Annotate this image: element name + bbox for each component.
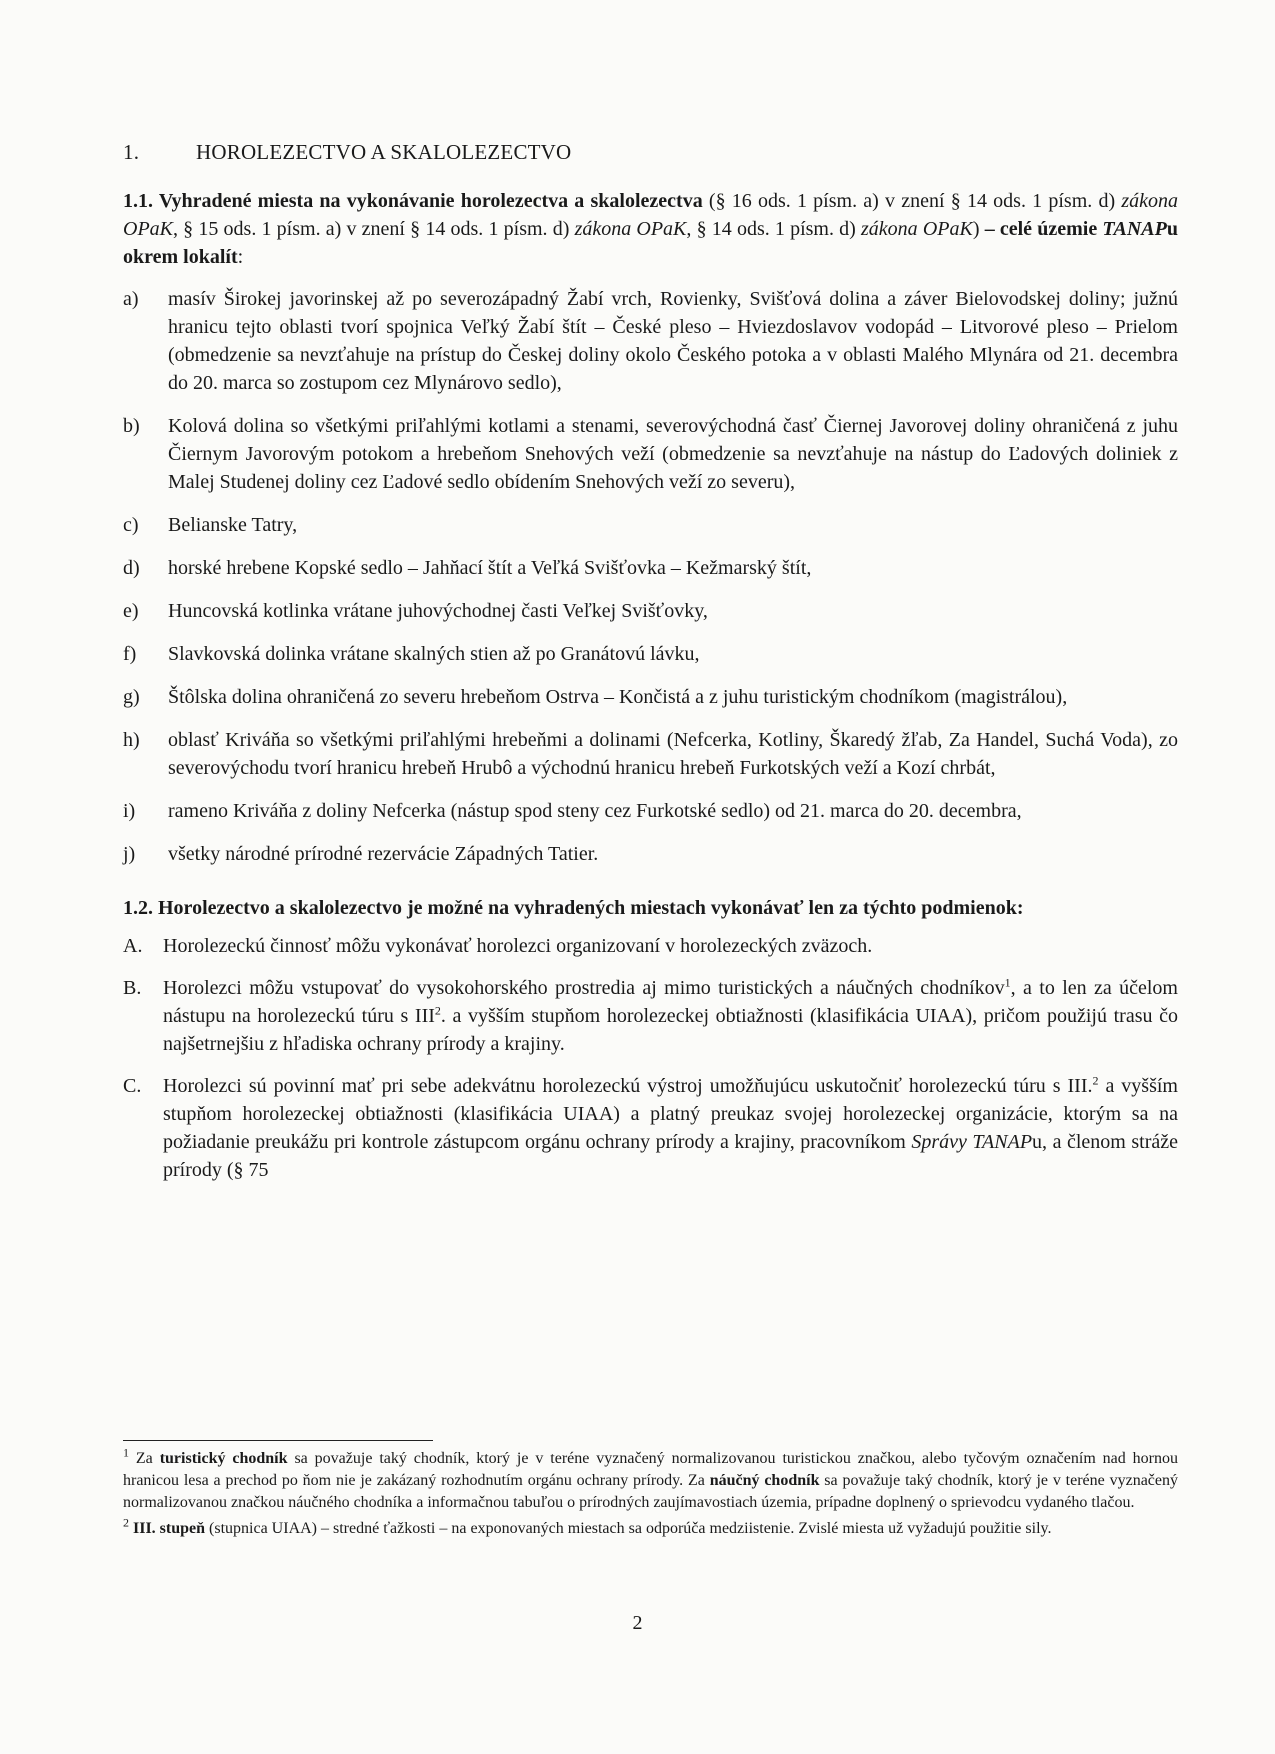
- text-run: sa považuje taký chodník, ktorý je v teréne vyznačený normalizovanou značkou náučného chodníka a informačnou tabuľou o prírodných zaujímavostiach územia, prípadne doplnený o sprievodcu vydaného tlačou.: [123, 1472, 1179, 1511]
- text-run: , a to len za účelom nástupu na horolezeckú túru s III: [163, 977, 1178, 1027]
- condition-item: [123, 932, 1178, 960]
- item-label: B.: [123, 977, 142, 999]
- section-1-1-intro: [123, 187, 1178, 271]
- list-item: [123, 797, 1178, 825]
- locality-list: [123, 285, 1178, 868]
- item-label: j): [123, 843, 136, 865]
- item-label: h): [123, 729, 140, 751]
- law-reference: (§ 16 ods. 1 písm. a) v znení § 14 ods. 1 písm. d): [702, 190, 1122, 212]
- section-1-2-title: 1.2. Horolezectvo a skalolezectvo je možné na vyhradených miestach vykonávať len za týchto podmienok:: [123, 897, 1024, 919]
- item-text: Slavkovská dolinka vrátane skalných stien až po Granátovú lávku,: [168, 643, 700, 665]
- text-run: . a vyšším stupňom horolezeckej obtiažnosti (klasifikácia UIAA), pričom použijú trasu čo najšetrnejšiu z hľadiska ochrany prírody a krajiny.: [163, 1005, 1178, 1055]
- item-label: b): [123, 415, 140, 437]
- colon: :: [237, 246, 244, 268]
- term: náučný chodník: [709, 1472, 820, 1489]
- list-item: [123, 597, 1178, 625]
- section-1-1-title: 1.1. Vyhradené miesta na vykonávanie horolezectva a skalolezectva: [123, 190, 703, 212]
- item-text: horské hrebene Kopské sedlo – Jahňací štít a Veľká Svišťovka – Kežmarský štít,: [168, 557, 812, 579]
- item-text: rameno Kriváňa z doliny Nefcerka (nástup spod steny cez Furkotské sedlo) od 21. marca do 20. decembra,: [168, 800, 1022, 822]
- footnote-ref: 2: [1092, 1073, 1099, 1088]
- law-reference: ): [972, 218, 980, 240]
- item-label: i): [123, 800, 136, 822]
- list-item: [123, 640, 1178, 668]
- item-text: všetky národné prírodné rezervácie Západných Tatier.: [168, 843, 599, 865]
- item-text: Štôlska dolina ohraničená zo severu hrebeňom Ostrva – Končistá a z juhu turistickým chodníkom (magistrálou),: [168, 686, 1068, 708]
- item-label: d): [123, 557, 140, 579]
- footnote-number: 2: [123, 1515, 129, 1530]
- park-abbrev: TANAP: [1102, 218, 1167, 240]
- footnote-separator: [123, 1440, 433, 1441]
- footnote-2: [123, 1515, 1178, 1540]
- item-label: C.: [123, 1075, 142, 1097]
- law-name: zákona OPaK: [861, 218, 973, 240]
- law-reference: , § 14 ods. 1 písm. d): [686, 218, 861, 240]
- footnote-ref: 2: [434, 1003, 441, 1018]
- page-content: [123, 140, 1178, 1198]
- organization-name: Správy TANAP: [911, 1131, 1033, 1153]
- page-number: 2: [632, 1612, 643, 1634]
- item-text: masív Širokej javorinskej až po severozápadný Žabí vrch, Rovienky, Svišťová dolina a záver Bielovodskej doliny; južnú hranicu tejto oblasti tvorí spojnica Veľký Žabí štít – České pleso – Hviezdoslavov vodopád – Litvorové pleso – Prielom (obmedzenie sa nevzťahuje na prístup do Českej doliny okolo Českého potoka a v oblasti Malého Mlynára od 21. decembra do 20. marca so zostupom cez Mlynárovo sedlo),: [168, 288, 1178, 394]
- item-label: g): [123, 686, 140, 708]
- term: III. stupeň: [129, 1520, 206, 1537]
- condition-item: [123, 1072, 1178, 1184]
- text-run: sa považuje taký chodník, ktorý je v teréne vyznačený normalizovanou turistickou značkou, alebo tyčovým označením nad hornou hranicou lesa a prechod po ňom nie je zakázaný rozhodnutím orgánu ochrany prírody. Za: [123, 1450, 1179, 1489]
- item-text: oblasť Kriváňa so všetkými priľahlými hrebeňmi a dolinami (Nefcerka, Kotliny, Škaredý žľab, Za Handel, Suchá Voda), zo severovýchodu tvorí hranicu hrebeň Hrubô a východnú hranicu hrebeň Furkotských veží a Kozí chrbát,: [168, 729, 1178, 779]
- item-label: a): [123, 288, 139, 310]
- list-item: [123, 285, 1178, 397]
- chapter-number: 1.: [123, 140, 140, 164]
- law-name: zákona OPaK: [574, 218, 687, 240]
- item-label: e): [123, 600, 139, 622]
- text-run: a vyšším stupňom horolezeckej obtiažnosti (klasifikácia UIAA) a platný preukaz svojej horolezeckej organizácie, ktorým sa na požiadanie preukážu pri kontrole zástupcom orgánu ochrany prírody a krajiny, pracovníkom: [163, 1075, 1178, 1153]
- list-item: [123, 726, 1178, 782]
- item-text: Horolezeckú činnosť môžu vykonávať horolezci organizovaní v horolezeckých zväzoch.: [163, 935, 873, 957]
- item-text: [163, 974, 1178, 1058]
- list-item: [123, 840, 1178, 868]
- text-run: Horolezci sú povinní mať pri sebe adekvátnu horolezeckú výstroj umožňujúcu uskutočniť horolezeckú túru s III.: [163, 1075, 1093, 1097]
- item-label: c): [123, 514, 139, 536]
- law-name: zákona OPaK: [123, 190, 1178, 240]
- text-run: (stupnica UIAA) – stredné ťažkosti – na exponovaných miestach sa odporúča medziistenie. Zvislé miesta už vyžadujú použitie sily.: [205, 1520, 1052, 1537]
- item-text: Kolová dolina so všetkými priľahlými kotlami a stenami, severovýchodná časť Čiernej Javorovej doliny ohraničená z juhu Čiernym Javorovým potokom a hrebeňom Snehových veží (obmedzenie sa nevzťahuje na nástup do Ľadových doliniek z Malej Studenej doliny cez Ľadové sedlo obídením Snehových veží zo severu),: [168, 415, 1178, 493]
- footnote-ref: 1: [1004, 975, 1011, 990]
- item-label: A.: [123, 935, 143, 957]
- scope-text: u okrem lokalít: [123, 218, 1178, 268]
- list-item: [123, 683, 1178, 711]
- scope-text: – celé územie: [979, 218, 1103, 240]
- item-text: [163, 1072, 1178, 1184]
- text-run: u, a členom stráže prírody (§ 75: [163, 1131, 1179, 1181]
- footnotes: [123, 1445, 1179, 1544]
- conditions-list: [123, 932, 1178, 1184]
- condition-item: [123, 974, 1178, 1058]
- item-label: f): [123, 643, 137, 665]
- term: turistický chodník: [159, 1450, 288, 1467]
- list-item: [123, 554, 1178, 582]
- item-text: Belianske Tatry,: [168, 514, 298, 536]
- item-text: Huncovská kotlinka vrátane juhovýchodnej časti Veľkej Svišťovky,: [168, 600, 708, 622]
- list-item: [123, 511, 1178, 539]
- footnote-number: 1: [123, 1445, 129, 1460]
- footnote-1: [123, 1445, 1179, 1514]
- text-run: Horolezci môžu vstupovať do vysokohorského prostredia aj mimo turistických a náučných chodníkov: [163, 977, 1005, 999]
- text-run: Za: [129, 1450, 160, 1467]
- list-item: [123, 412, 1178, 496]
- chapter-title: HOROLEZECTVO A SKALOLEZECTVO: [196, 140, 572, 164]
- law-reference: , § 15 ods. 1 písm. a) v znení § 14 ods. 1 písm. d): [173, 218, 575, 240]
- chapter-heading: [123, 140, 1178, 165]
